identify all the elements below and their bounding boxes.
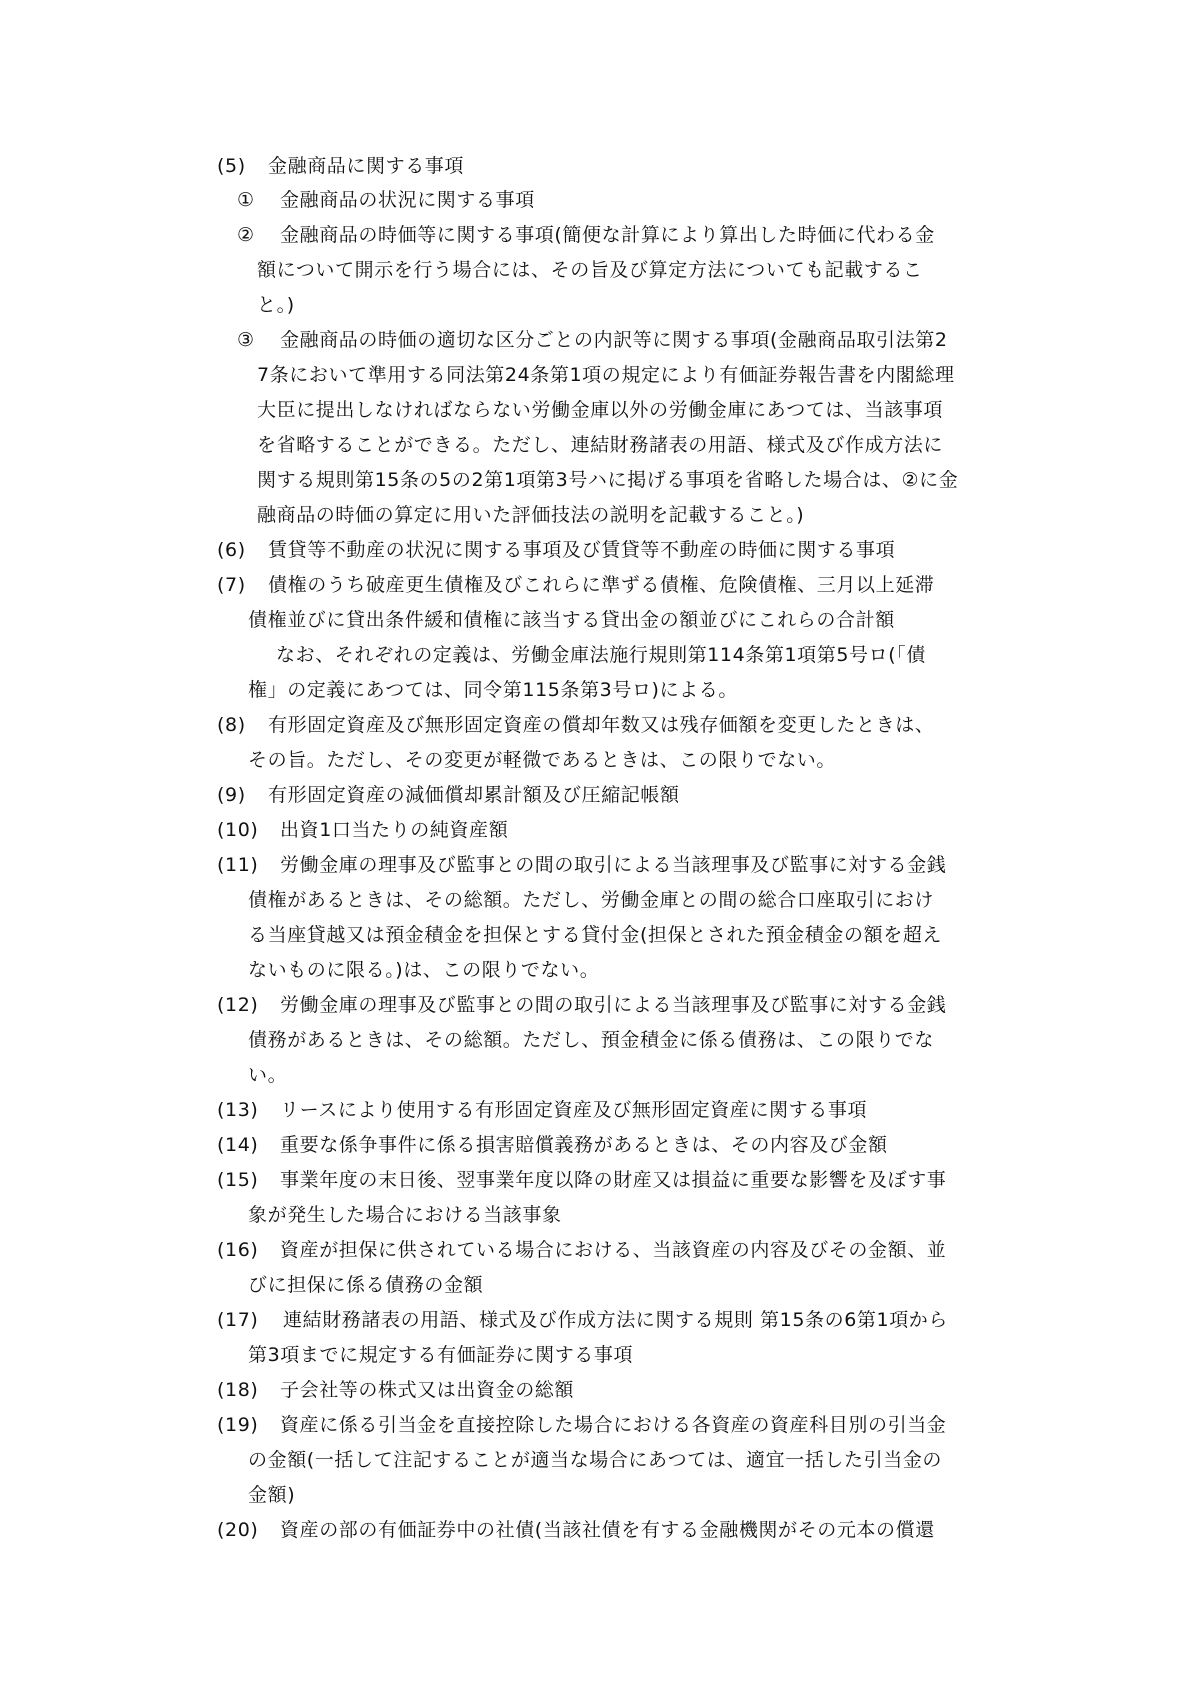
- item-marker: (15): [217, 1169, 259, 1191]
- item-marker: (13): [217, 1099, 259, 1121]
- item-text: の金額(一括して注記することが適当な場合にあつては、適宜一括した引当金の: [248, 1449, 943, 1471]
- item-marker: ③: [237, 329, 255, 351]
- item-marker: (12): [217, 994, 259, 1016]
- item-text: 債権並びに貸出条件緩和債権に該当する貸出金の額並びにこれらの合計額: [248, 609, 895, 631]
- item-text: 債権があるときは、その総額。ただし、労働金庫との間の総合口座取引におけ: [248, 889, 935, 911]
- item-text: 関する規則第15条の5の2第1項第3号ハに掲げる事項を省略した場合は、②に金: [257, 469, 959, 491]
- item-text: その旨。ただし、その変更が軽微であるときは、この限りでない。: [248, 749, 837, 771]
- item-text: 重要な係争事件に係る損害賠償義務があるときは、その内容及び金額: [280, 1134, 888, 1156]
- item-marker: (6): [217, 539, 246, 561]
- item-text: 額について開示を行う場合には、その旨及び算定方法についても記載するこ: [257, 259, 923, 281]
- item-text: 資産が担保に供されている場合における、当該資産の内容及びその金額、並: [280, 1239, 947, 1261]
- item-marker: (5): [217, 155, 246, 177]
- item-marker: (14): [217, 1134, 259, 1156]
- item-text: 金額): [248, 1484, 296, 1506]
- item-marker: (20): [217, 1519, 259, 1541]
- item-text: 子会社等の株式又は出資金の総額: [280, 1379, 575, 1401]
- item-text: 権」の定義にあつては、同令第115条第3号ロ)による。: [248, 679, 738, 701]
- item-text: 金融商品の状況に関する事項: [280, 189, 535, 211]
- item-text: 出資1口当たりの純資産額: [280, 819, 509, 841]
- item-text: 金融商品の時価等に関する事項(簡便な計算により算出した時価に代わる金: [280, 224, 935, 246]
- item-text: びに担保に係る債務の金額: [248, 1274, 484, 1296]
- item-text: 資産に係る引当金を直接控除した場合における各資産の資産科目別の引当金: [280, 1414, 947, 1436]
- item-text: を省略することができる。ただし、連結財務諸表の用語、様式及び作成方法に: [257, 434, 944, 456]
- item-marker: (17): [217, 1309, 259, 1331]
- item-marker: (7): [217, 574, 246, 596]
- item-text: 有形固定資産の減価償却累計額及び圧縮記帳額: [268, 784, 680, 806]
- item-text: 金融商品に関する事項: [268, 155, 465, 177]
- item-text: る当座貸越又は預金積金を担保とする貸付金(担保とされた預金積金の額を超え: [248, 924, 943, 946]
- item-text: 労働金庫の理事及び監事との間の取引による当該理事及び監事に対する金銭: [280, 854, 947, 876]
- item-marker: ②: [237, 224, 255, 246]
- item-text: 大臣に提出しなければならない労働金庫以外の労働金庫にあつては、当該事項: [257, 399, 944, 421]
- item-text: 象が発生した場合における当該事象: [248, 1204, 562, 1226]
- item-text: 第3項までに規定する有価証券に関する事項: [248, 1344, 634, 1366]
- item-marker: (10): [217, 819, 259, 841]
- item-text: 賃貸等不動産の状況に関する事項及び賃貸等不動産の時価に関する事項: [268, 539, 896, 561]
- item-text: い。: [248, 1064, 288, 1086]
- item-text: 金融商品の時価の適切な区分ごとの内訳等に関する事項(金融商品取引法第2: [280, 329, 948, 351]
- item-marker: ①: [237, 189, 255, 211]
- item-text: ないものに限る。)は、この限りでない。: [248, 959, 600, 981]
- item-text: 7条において準用する同法第24条第1項の規定により有価証券報告書を内閣総理: [257, 364, 955, 386]
- item-text: 資産の部の有価証券中の社債(当該社債を有する金融機関がその元本の償還: [280, 1519, 935, 1541]
- item-text: と。): [257, 294, 295, 316]
- item-marker: (19): [217, 1414, 259, 1436]
- item-text: なお、それぞれの定義は、労働金庫法施行規則第114条第1項第5号ロ(「債: [276, 644, 926, 666]
- item-text: リースにより使用する有形固定資産及び無形固定資産に関する事項: [280, 1099, 868, 1121]
- item-text: 有形固定資産及び無形固定資産の償却年数又は残存価額を変更したときは、: [268, 714, 935, 736]
- item-marker: (18): [217, 1379, 259, 1401]
- item-text: 事業年度の末日後、翌事業年度以降の財産又は損益に重要な影響を及ぼす事: [280, 1169, 947, 1191]
- item-text: 労働金庫の理事及び監事との間の取引による当該理事及び監事に対する金銭: [280, 994, 947, 1016]
- item-marker: (16): [217, 1239, 259, 1261]
- item-text: 債務があるときは、その総額。ただし、預金積金に係る債務は、この限りでな: [248, 1029, 935, 1051]
- item-text: 連結財務諸表の用語、様式及び作成方法に関する規則 第15条の6第1項から: [283, 1309, 948, 1331]
- item-marker: (8): [217, 714, 246, 736]
- item-marker: (11): [217, 854, 259, 876]
- item-text: 債権のうち破産更生債権及びこれらに準ずる債権、危険債権、三月以上延滞: [268, 574, 935, 596]
- item-marker: (9): [217, 784, 246, 806]
- item-text: 融商品の時価の算定に用いた評価技法の説明を記載すること。): [257, 504, 805, 526]
